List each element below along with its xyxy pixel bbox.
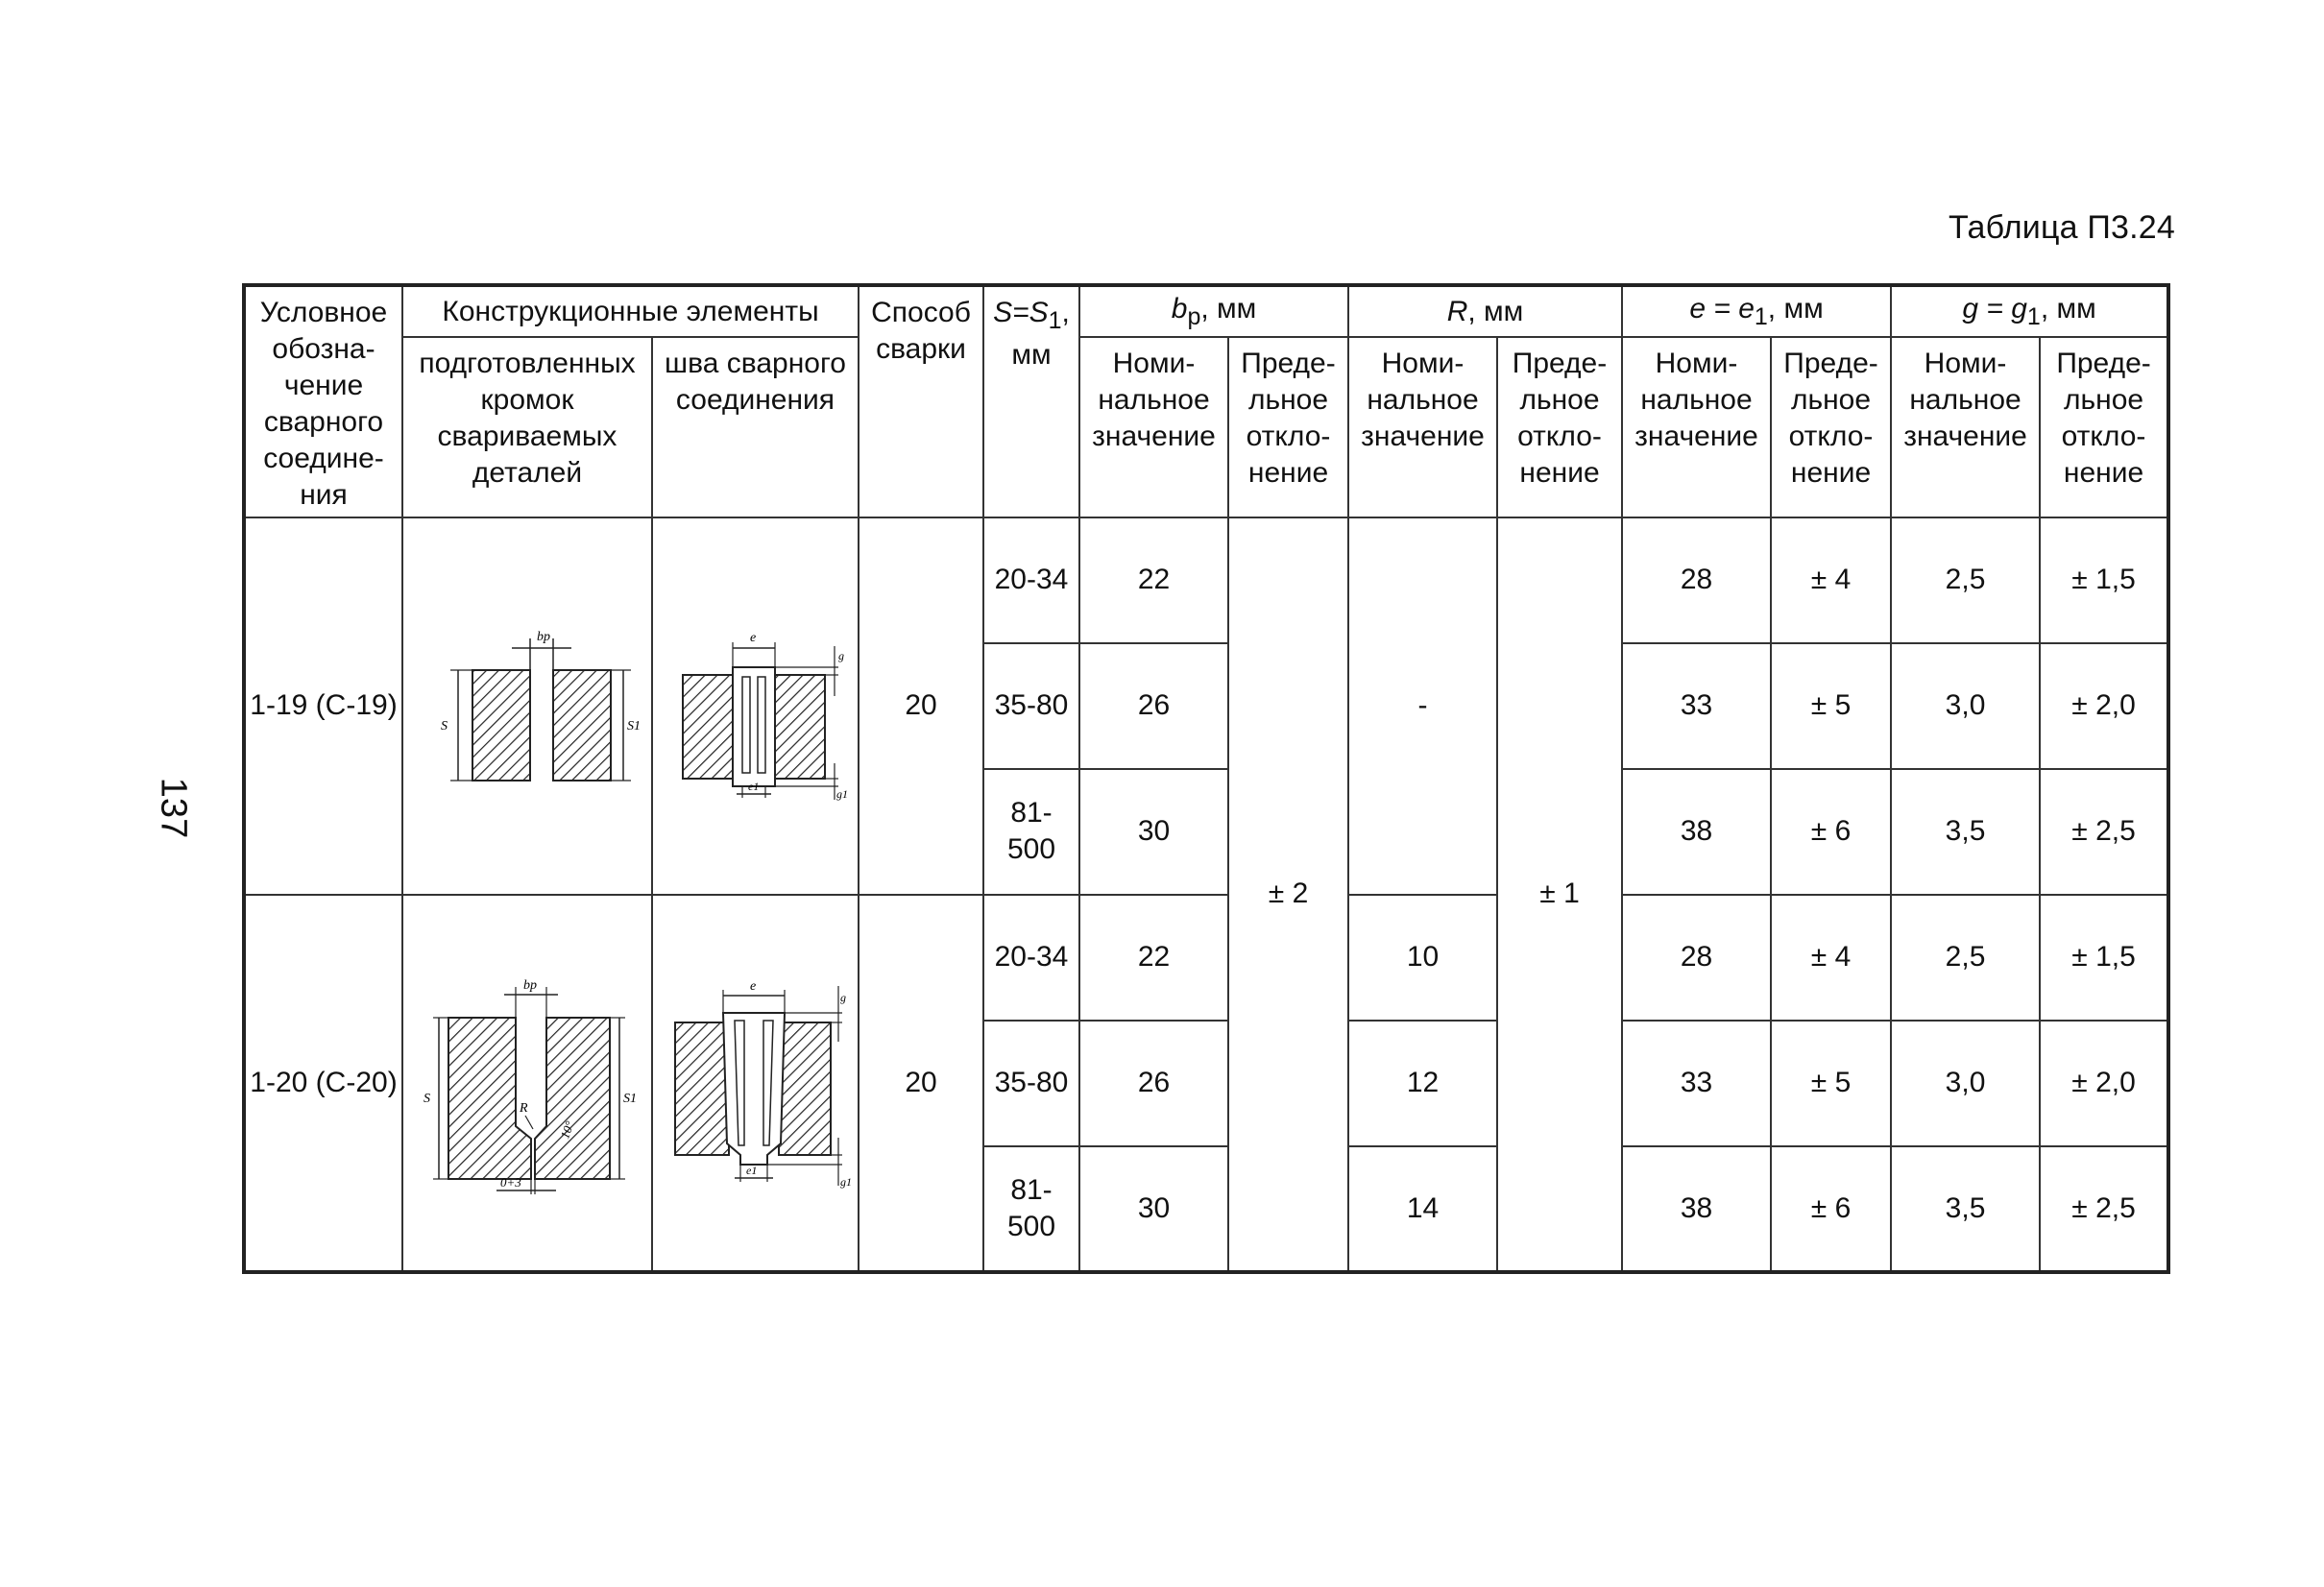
table-title: Таблица П3.24 — [1949, 209, 2175, 246]
g-deviation-cell: ± 1,5 — [2040, 895, 2168, 1021]
r-nominal-cell: - — [1348, 517, 1497, 895]
thickness-cell: 35-80 — [983, 643, 1079, 769]
header-e: $e = e_1$, мм — [1622, 285, 1891, 337]
e1-label: e1 — [747, 780, 759, 794]
header-bp: $b_р$, мм — [1079, 285, 1348, 337]
bp-nominal-cell: 30 — [1079, 1146, 1228, 1272]
bp-nominal-cell: 26 — [1079, 1021, 1228, 1146]
s1-label: S1 — [623, 1091, 637, 1106]
g1-label: g1 — [839, 1174, 852, 1189]
g-label: g — [839, 990, 846, 1004]
header-e-nominal: Номи-нальное значение — [1622, 337, 1771, 517]
g-deviation-cell: ± 2,0 — [2040, 1021, 2168, 1146]
bp-nominal-cell: 22 — [1079, 517, 1228, 643]
r-nominal-cell: 14 — [1348, 1146, 1497, 1272]
prepared-edges-drawing-c19 — [402, 517, 652, 895]
g-nominal-cell: 3,0 — [1891, 643, 2040, 769]
e-label: e — [749, 631, 756, 646]
e-nominal-cell: 28 — [1622, 895, 1771, 1021]
e-nominal-cell: 38 — [1622, 1146, 1771, 1272]
header-g-deviation: Преде-льное откло-нение — [2040, 337, 2168, 517]
weld-seam-drawing-c20 — [652, 895, 859, 1272]
g-deviation-cell: ± 1,5 — [2040, 517, 2168, 643]
header-structural-elements: Конструкционные элементы — [402, 285, 859, 337]
table-row — [244, 895, 2168, 1021]
thickness-cell: 20-34 — [983, 895, 1079, 1021]
header-r-deviation: Преде-льное откло-нение — [1497, 337, 1622, 517]
root-gap-label: 0+3 — [500, 1174, 521, 1190]
thickness-cell: 81-500 — [983, 769, 1079, 895]
table-row — [244, 517, 2168, 643]
e1-label: e1 — [745, 1163, 757, 1177]
r-deviation-cell: ± 1 — [1497, 517, 1622, 1272]
s1-label: S1 — [627, 719, 641, 734]
header-g-nominal: Номи-нальное значение — [1891, 337, 2040, 517]
header-g: $g = g_1$, мм — [1891, 285, 2168, 337]
g1-label: g1 — [835, 787, 848, 802]
weld-seam-drawing-c19 — [652, 517, 859, 895]
angle-label: 10° — [557, 1118, 577, 1141]
header-e-deviation: Преде-льное откло-нение — [1771, 337, 1891, 517]
g-deviation-cell: ± 2,0 — [2040, 643, 2168, 769]
e-deviation-cell: ± 4 — [1771, 895, 1891, 1021]
bp-nominal-cell: 30 — [1079, 769, 1228, 895]
header-r: R, мм — [1348, 285, 1622, 337]
page-number: 137 — [153, 777, 194, 839]
header-prepared-edges: подготовленных кромок свариваемых деталей — [402, 337, 652, 517]
header-weld-seam: шва сварного соединения — [652, 337, 859, 517]
g-nominal-cell: 3,5 — [1891, 1146, 2040, 1272]
bp-nominal-cell: 26 — [1079, 643, 1228, 769]
e-deviation-cell: ± 5 — [1771, 1021, 1891, 1146]
e-deviation-cell: ± 5 — [1771, 643, 1891, 769]
thickness-cell: 35-80 — [983, 1021, 1079, 1146]
r-label: R — [520, 1100, 528, 1116]
welding-method-cell: 20 — [859, 895, 983, 1272]
bp-nominal-cell: 22 — [1079, 895, 1228, 1021]
r-nominal-cell: 12 — [1348, 1021, 1497, 1146]
g-nominal-cell: 3,0 — [1891, 1021, 2040, 1146]
e-label: e — [749, 978, 756, 994]
e-deviation-cell: ± 6 — [1771, 769, 1891, 895]
thickness-cell: 20-34 — [983, 517, 1079, 643]
e-nominal-cell: 33 — [1622, 1021, 1771, 1146]
designation-cell: 1-20 (С-20) — [244, 895, 402, 1272]
e-nominal-cell: 28 — [1622, 517, 1771, 643]
gap-label: bр — [523, 977, 537, 993]
g-deviation-cell: ± 2,5 — [2040, 1146, 2168, 1272]
e-nominal-cell: 33 — [1622, 643, 1771, 769]
g-deviation-cell: ± 2,5 — [2040, 769, 2168, 895]
e-deviation-cell: ± 4 — [1771, 517, 1891, 643]
bp-deviation-cell: ± 2 — [1228, 517, 1348, 1272]
g-nominal-cell: 2,5 — [1891, 895, 2040, 1021]
e-nominal-cell: 38 — [1622, 769, 1771, 895]
s-label: S — [424, 1091, 430, 1106]
header-bp-nominal: Номи-нальное значение — [1079, 337, 1228, 517]
header-designation: Условное обозна-чение сварного соедине-ния — [244, 285, 402, 517]
designation-cell: 1-19 (С-19) — [244, 517, 402, 895]
gap-label: bр — [537, 630, 550, 645]
e-deviation-cell: ± 6 — [1771, 1146, 1891, 1272]
prepared-edges-drawing-c20 — [402, 895, 652, 1272]
g-nominal-cell: 2,5 — [1891, 517, 2040, 643]
header-welding-method: Способ сварки — [859, 285, 983, 517]
g-nominal-cell: 3,5 — [1891, 769, 2040, 895]
header-bp-deviation: Преде-льное откло-нение — [1228, 337, 1348, 517]
r-nominal-cell: 10 — [1348, 895, 1497, 1021]
s-label: S — [441, 719, 448, 734]
welding-method-cell: 20 — [859, 517, 983, 895]
header-r-nominal: Номи-нальное значение — [1348, 337, 1497, 517]
g-label: g — [837, 649, 844, 663]
thickness-cell: 81-500 — [983, 1146, 1079, 1272]
welding-spec-table — [242, 283, 2170, 1274]
header-thickness: $S=S_1$, мм — [983, 285, 1079, 517]
